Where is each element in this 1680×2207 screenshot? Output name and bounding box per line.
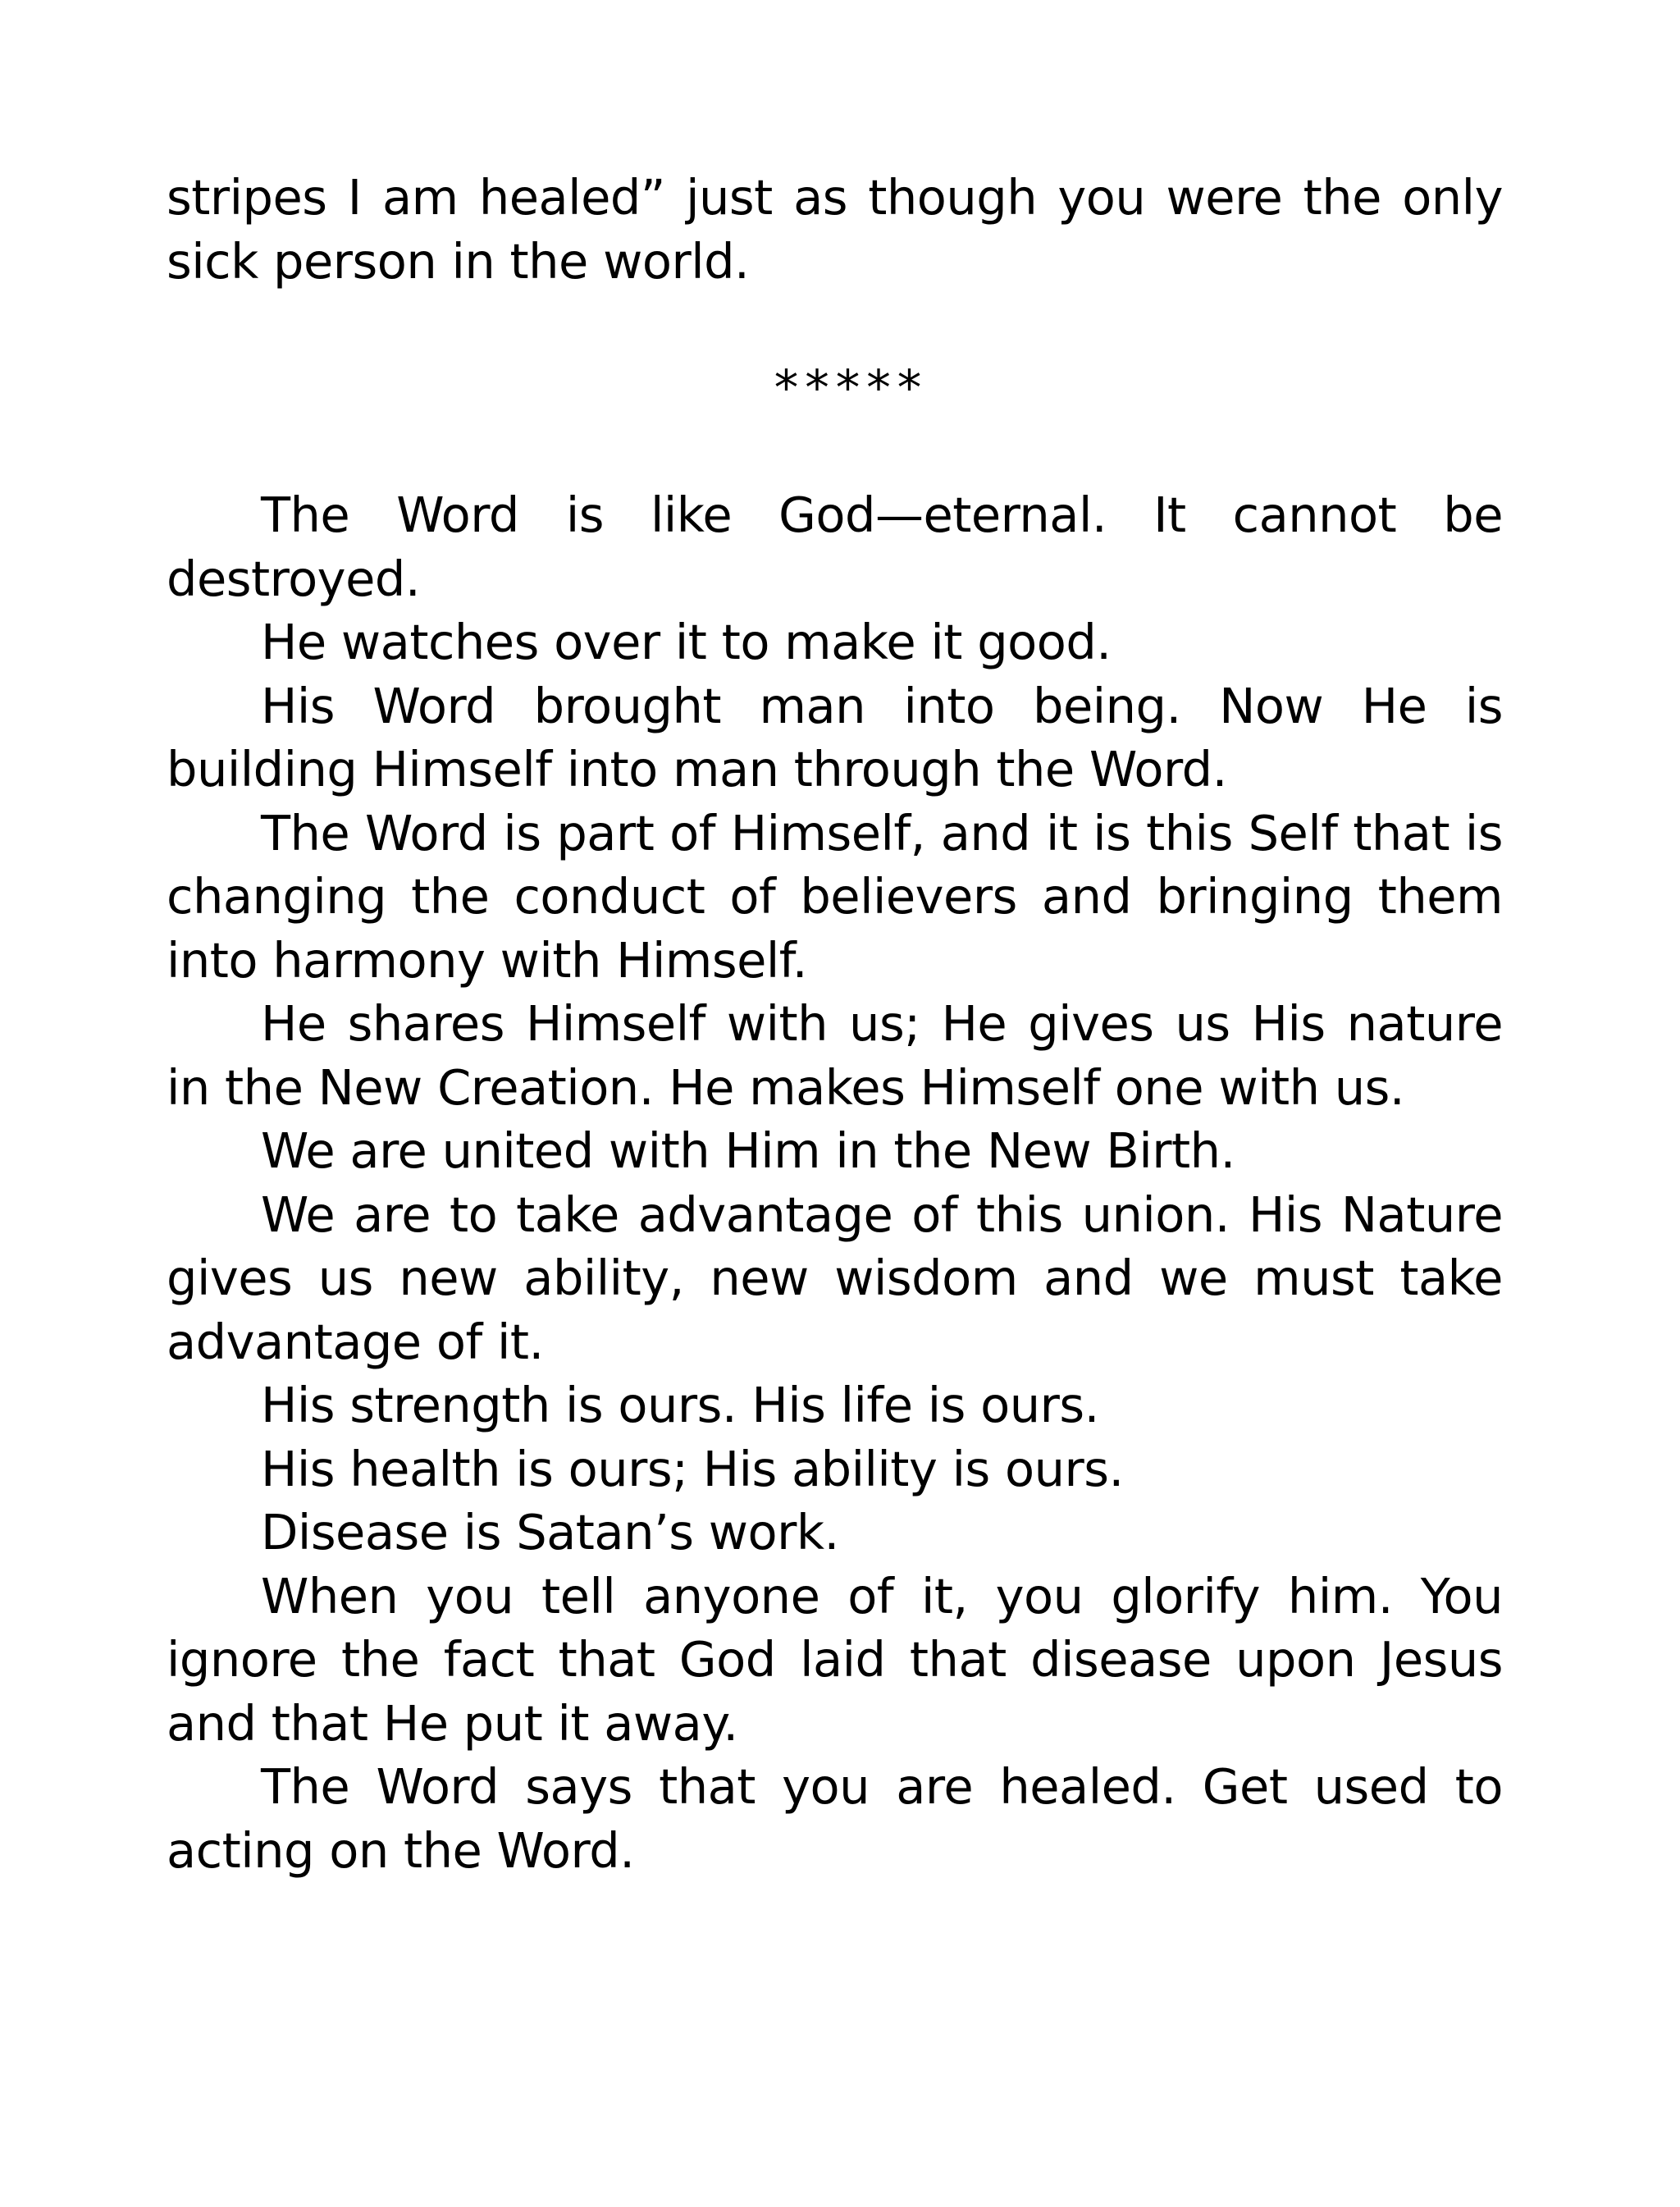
section-separator: ***** bbox=[774, 359, 929, 416]
paragraph: He watches over it to make it good. bbox=[261, 614, 1112, 670]
paragraph: His Word brought man into being. Now He is building Himself into man through the Word. bbox=[167, 677, 1503, 797]
page-body bbox=[167, 166, 1503, 1882]
paragraph: The Word is like God—eternal. It cannot be destroyed. bbox=[167, 487, 1503, 607]
paragraph: He shares Himself with us; He gives us His nature in the New Creation. He makes Himself one with us. bbox=[167, 995, 1503, 1116]
paragraph: The Word is part of Himself, and it is this Self that is changing the conduct of believers and bringing them into harmony with Himself. bbox=[167, 804, 1503, 989]
paragraph: We are to take advantage of this union. His Nature gives us new ability, new wisdom and we must take advantage of it. bbox=[167, 1186, 1503, 1370]
paragraph: His health is ours; His ability is ours. bbox=[261, 1440, 1124, 1497]
opening-paragraph: stripes I am healed” just as though you were the only sick person in the world. bbox=[167, 169, 1503, 290]
paragraph: When you tell anyone of it, you glorify him. You ignore the fact that God laid that disease upon Jesus and that He put it away. bbox=[167, 1567, 1503, 1752]
paragraph: We are united with Him in the New Birth. bbox=[261, 1122, 1235, 1179]
paragraph: The Word says that you are healed. Get used to acting on the Word. bbox=[167, 1758, 1503, 1879]
paragraph: Disease is Satan’s work. bbox=[261, 1504, 839, 1560]
paragraph: His strength is ours. His life is ours. bbox=[261, 1377, 1099, 1433]
